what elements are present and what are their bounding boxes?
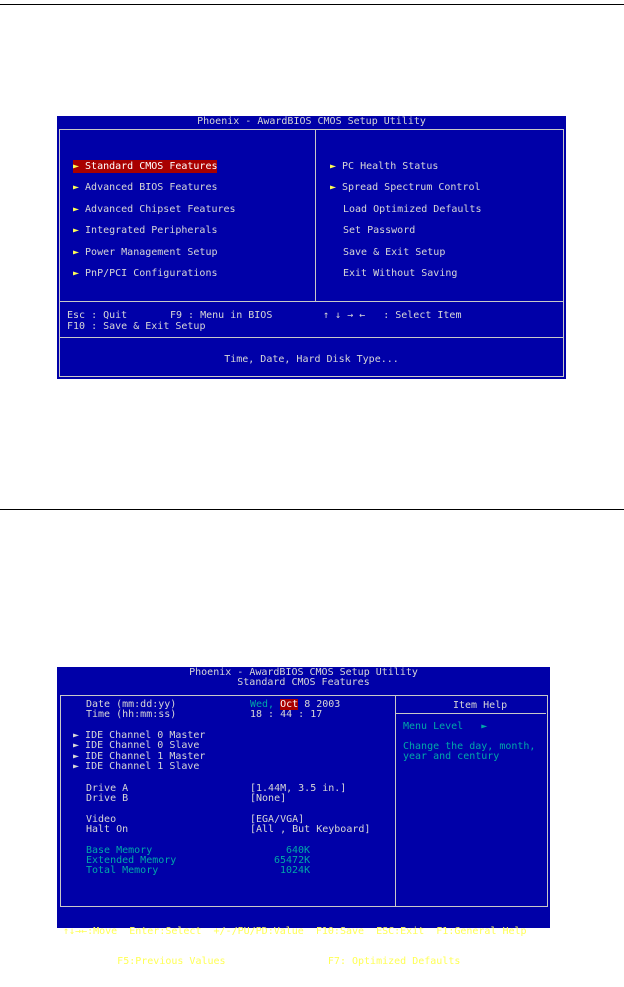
video-label: Video bbox=[86, 814, 117, 825]
date-label: Date (mm:dd:yy) bbox=[86, 699, 177, 710]
ide-channel-0-master[interactable]: ► IDE Channel 0 Master bbox=[73, 730, 206, 741]
middle-rule bbox=[0, 509, 624, 510]
arrow-icon: ► bbox=[73, 740, 86, 751]
total-memory-value: 1024K bbox=[280, 865, 311, 876]
drive-b-label: Drive B bbox=[86, 793, 129, 804]
help-column-divider bbox=[395, 696, 396, 906]
arrow-icon: ► bbox=[73, 751, 86, 762]
base-memory-value: 640K bbox=[286, 845, 311, 856]
arrow-icon: ► bbox=[73, 268, 80, 279]
key-f10-hint: F10 : Save & Exit Setup bbox=[67, 321, 206, 332]
footer-keys bbox=[57, 907, 550, 987]
arrow-icon: ► bbox=[73, 761, 86, 772]
page-subtitle: Standard CMOS Features bbox=[237, 677, 370, 688]
arrow-icon: ► bbox=[73, 182, 80, 193]
menu-item-advanced-chipset[interactable]: ► Advanced Chipset Features bbox=[73, 204, 236, 215]
footer-line-1: ↑↓→←:Move Enter:Select +/-/PU/PD:Value F10:Save ESC:Exit F1:General Help bbox=[63, 926, 527, 937]
help-line: Time, Date, Hard Disk Type... bbox=[224, 354, 399, 365]
menu-item-integrated-peripherals[interactable]: ► Integrated Peripherals bbox=[73, 225, 218, 236]
drive-a-value[interactable]: [1.44M, 3.5 in.] bbox=[250, 783, 347, 794]
help-line-2: year and century bbox=[403, 751, 500, 762]
menu-item-pnp-pci[interactable]: ► PnP/PCI Configurations bbox=[73, 268, 218, 279]
time-label: Time (hh:mm:ss) bbox=[86, 709, 177, 720]
menu-item-exit-without-saving[interactable]: Exit Without Saving bbox=[343, 268, 458, 279]
key-esc-hint: Esc : Quit bbox=[67, 310, 128, 321]
column-divider bbox=[315, 130, 316, 301]
arrow-icon: ► bbox=[73, 730, 86, 741]
drive-a-label: Drive A bbox=[86, 783, 129, 794]
bios-main-menu-screen bbox=[57, 116, 566, 379]
menu-keys-divider bbox=[60, 301, 563, 302]
arrow-icon: ► bbox=[73, 161, 80, 172]
key-arrows-hint: ↑ ↓ → ← : Select Item bbox=[323, 310, 462, 321]
ide-channel-1-slave[interactable]: ► IDE Channel 1 Slave bbox=[73, 761, 200, 772]
total-memory-label: Total Memory bbox=[86, 865, 159, 876]
keys-help-divider bbox=[60, 337, 563, 338]
key-f9-hint: F9 : Menu in BIOS bbox=[170, 310, 273, 321]
halt-on-label: Halt On bbox=[86, 824, 129, 835]
drive-b-value[interactable]: [None] bbox=[250, 793, 287, 804]
extended-memory-label: Extended Memory bbox=[86, 855, 177, 866]
menu-level: Menu Level ► bbox=[403, 721, 488, 732]
video-value[interactable]: [EGA/VGA] bbox=[250, 814, 305, 825]
base-memory-label: Base Memory bbox=[86, 845, 153, 856]
menu-item-advanced-bios[interactable]: ► Advanced BIOS Features bbox=[73, 182, 218, 193]
help-line-1: Change the day, month, bbox=[403, 741, 536, 752]
arrow-icon: ► bbox=[73, 204, 80, 215]
menu-item-set-password[interactable]: Set Password bbox=[343, 225, 416, 236]
bios-standard-cmos-screen bbox=[57, 667, 550, 967]
item-help-title: Item Help bbox=[453, 700, 508, 711]
menu-item-save-exit[interactable]: Save & Exit Setup bbox=[343, 247, 446, 258]
help-title-divider bbox=[396, 713, 546, 714]
arrow-icon: ► bbox=[330, 182, 337, 193]
menu-item-load-optimized[interactable]: Load Optimized Defaults bbox=[343, 204, 482, 215]
footer-line-2: F5:Previous Values F7: Optimized Defaults bbox=[63, 956, 461, 967]
menu-item-spread-spectrum[interactable]: ► Spread Spectrum Control bbox=[330, 182, 481, 193]
ide-channel-1-master[interactable]: ► IDE Channel 1 Master bbox=[73, 751, 206, 762]
arrow-icon: ► bbox=[73, 225, 80, 236]
ide-channel-0-slave[interactable]: ► IDE Channel 0 Slave bbox=[73, 740, 200, 751]
bios2-title: Phoenix - AwardBIOS CMOS Setup Utility Standard CMOS Features bbox=[57, 668, 550, 688]
menu-item-power-management[interactable]: ► Power Management Setup bbox=[73, 247, 218, 258]
menu-item-standard-cmos[interactable]: ► Standard CMOS Features bbox=[73, 161, 218, 172]
top-rule bbox=[0, 4, 624, 5]
halt-on-value[interactable]: [All , But Keyboard] bbox=[250, 824, 371, 835]
bios-title: Phoenix - AwardBIOS CMOS Setup Utility bbox=[197, 116, 426, 127]
menu-item-pc-health[interactable]: ► PC Health Status bbox=[330, 161, 439, 172]
extended-memory-value: 65472K bbox=[274, 855, 311, 866]
arrow-icon: ► bbox=[330, 161, 337, 172]
arrow-icon: ► bbox=[73, 247, 80, 258]
date-value[interactable]: Wed, Oct 8 2003 bbox=[250, 699, 341, 710]
date-month-field[interactable]: Oct bbox=[280, 699, 299, 710]
time-value[interactable]: 18 : 44 : 17 bbox=[250, 709, 323, 720]
